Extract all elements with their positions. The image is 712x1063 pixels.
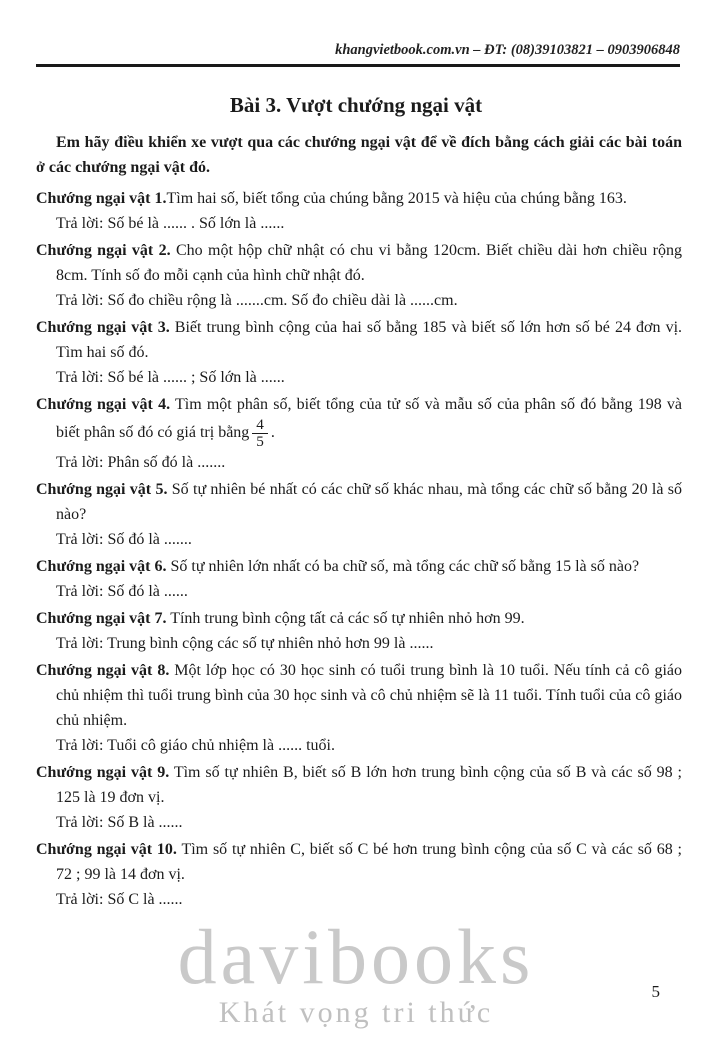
problem-statement xyxy=(36,186,682,211)
answer-line: Trả lời: Số đó là ....... xyxy=(56,530,192,548)
problem-body: Cho một hộp chữ nhật có chu vi bằng 120cm. Biết chiều dài hơn chiều rộng 8cm. Tính số đo mỗi cạnh của hình chữ nhật đó. xyxy=(56,242,683,284)
problem-8 xyxy=(36,658,682,758)
problem-7 xyxy=(36,606,682,656)
fraction-numerator: 4 xyxy=(256,416,264,433)
problem-body: Tìm hai số, biết tổng của chúng bằng 2015 và hiệu của chúng bằng 163. xyxy=(166,190,627,207)
problem-statement xyxy=(36,554,682,579)
problem-label: Chướng ngại vật 7. xyxy=(36,609,167,627)
watermark xyxy=(0,913,712,1030)
problem-label: Chướng ngại vật 6. xyxy=(36,557,167,575)
problem-statement xyxy=(36,392,682,450)
problem-2 xyxy=(36,238,682,313)
problem-label: Chướng ngại vật 10. xyxy=(36,840,177,858)
answer-line: Trả lời: Trung bình cộng các số tự nhiên nhỏ hơn 99 là ...... xyxy=(56,634,434,652)
problem-label: Chướng ngại vật 8. xyxy=(36,661,170,679)
problem-body: Biết trung bình cộng của hai số bằng 185 và biết số lớn hơn số bé 24 đơn vị. Tìm hai số đó. xyxy=(56,319,683,361)
problem-statement xyxy=(36,760,682,810)
answer-line: Trả lời: Số bé là ...... . Số lớn là ...... xyxy=(56,215,285,232)
problem-body: Tính trung bình cộng tất cả các số tự nhiên nhỏ hơn 99. xyxy=(166,609,525,627)
problem-body: Tìm số tự nhiên C, biết số C bé hơn trung bình cộng của số C và các số 68 ; 72 ; 99 là 14 đơn vị. xyxy=(56,840,682,883)
watermark-brand: davibooks xyxy=(177,913,535,1000)
problem-body: Số tự nhiên bé nhất có các chữ số khác nhau, mà tổng các chữ số bằng 20 là số nào? xyxy=(56,480,683,523)
problem-body-after: . xyxy=(270,424,275,442)
problem-label: Chướng ngại vật 2. xyxy=(36,242,171,259)
problem-label: Chướng ngại vật 9. xyxy=(36,763,170,781)
answer-line: Trả lời: Số bé là ...... ; Số lớn là ...... xyxy=(56,369,285,386)
problem-6 xyxy=(36,554,682,604)
watermark-slogan: Khát vọng tri thức xyxy=(218,996,494,1029)
problem-label: Chướng ngại vật 5. xyxy=(36,480,168,498)
problem-5 xyxy=(36,477,682,552)
answer-line: Trả lời: Tuổi cô giáo chủ nhiệm là ...... tuổi. xyxy=(56,736,335,754)
problem-body: Một lớp học có 30 học sinh có tuổi trung bình là 10 tuổi. Nếu tính cả cô giáo chủ nhiệm thì tuổi trung bình của 30 học sinh và cô chủ nhiệm sẽ là 11 tuổi. Tính tuổi của cô giáo chủ nhiệm. xyxy=(56,661,683,729)
answer-line: Trả lời: Số đo chiều rộng là .......cm. Số đo chiều dài là ......cm. xyxy=(56,292,458,309)
problem-1 xyxy=(36,186,682,236)
page-content xyxy=(0,130,712,912)
problem-statement xyxy=(36,238,682,288)
problem-body: Số tự nhiên lớn nhất có ba chữ số, mà tổng các chữ số bằng 15 là số nào? xyxy=(166,557,640,575)
problem-statement xyxy=(36,658,682,733)
problem-label: Chướng ngại vật 4. xyxy=(36,396,171,413)
problem-body: Tìm một phân số, biết tổng của tử số và mẫu số của phân số đó bằng 198 và biết phân số đó có giá trị bằng xyxy=(56,396,683,442)
problem-10 xyxy=(36,837,682,912)
page-number: 5 xyxy=(651,982,660,1001)
answer-line: Trả lời: Số B là ...... xyxy=(56,813,183,831)
fraction xyxy=(252,417,268,450)
problem-9 xyxy=(36,760,682,835)
problem-statement xyxy=(36,606,682,631)
header-divider xyxy=(36,64,680,67)
answer-line: Trả lời: Phân số đó là ....... xyxy=(56,453,226,471)
problem-statement xyxy=(36,477,682,527)
problem-statement xyxy=(36,315,682,365)
page-header-publisher-info: khangvietbook.com.vn – ĐT: (08)39103821 – 0903906848 xyxy=(335,42,680,58)
problem-statement xyxy=(36,837,682,887)
lesson-intro: Em hãy điều khiển xe vượt qua các chướng ngại vật để về đích bằng cách giải các bài toán ở các chướng ngại vật đó. xyxy=(36,134,682,176)
lesson-title: Bài 3. Vượt chướng ngại vật xyxy=(229,93,483,117)
answer-line: Trả lời: Số C là ...... xyxy=(56,890,183,908)
fraction-denominator: 5 xyxy=(252,433,268,450)
problem-3 xyxy=(36,315,682,390)
problem-label: Chướng ngại vật 3. xyxy=(36,319,170,336)
problem-4 xyxy=(36,392,682,475)
problem-body: Tìm số tự nhiên B, biết số B lớn hơn trung bình cộng của số B và các số 98 ; 125 là 19 đơn vị. xyxy=(56,763,682,806)
answer-line: Trả lời: Số đó là ...... xyxy=(56,582,188,600)
problem-label: Chướng ngại vật 1. xyxy=(36,190,167,207)
